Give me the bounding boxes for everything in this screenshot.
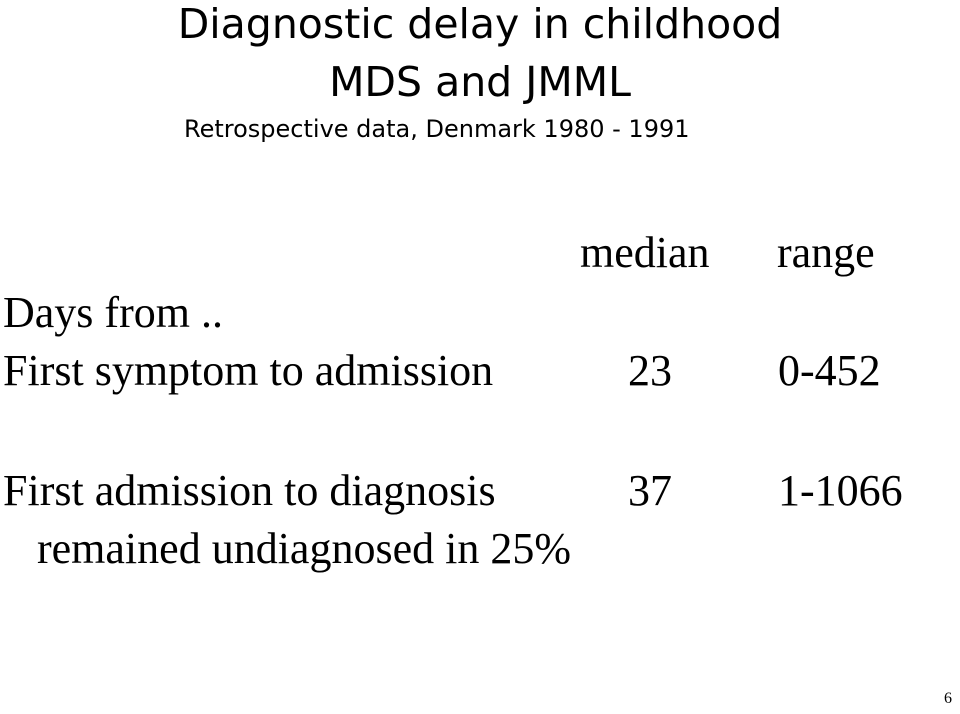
slide-title-line-1: Diagnostic delay in childhood — [177, 0, 783, 48]
row-label: First admission to diagnosis — [3, 466, 496, 515]
row-range-value: 1-1066 — [778, 466, 903, 515]
slide-subtitle: Retrospective data, Denmark 1980 - 1991 — [184, 115, 690, 143]
slide-title-line-2: MDS and JMML — [329, 58, 631, 106]
column-header-range: range — [777, 228, 875, 277]
row-label: First symptom to admission — [3, 346, 494, 395]
row-median-value: 23 — [628, 346, 672, 395]
row-group-label: Days from .. — [3, 288, 223, 337]
row-median-value: 37 — [628, 466, 672, 515]
column-header-median: median — [580, 228, 710, 277]
row-range-value: 0-452 — [778, 346, 881, 395]
row-note: remained undiagnosed in 25% — [37, 524, 571, 573]
page-number: 6 — [944, 690, 952, 707]
